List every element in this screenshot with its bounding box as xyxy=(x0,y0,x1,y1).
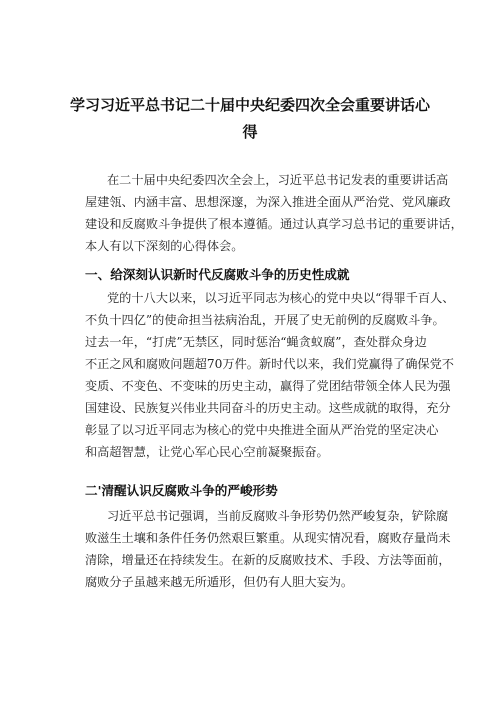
intro-paragraph xyxy=(85,169,463,257)
paragraph-line: 不正之风和腐败问题超70万件。新时代以来，我们党赢得了确保党不 xyxy=(85,357,454,371)
paragraph-line: 建设和反腐败斗争提供了根本遵循。通过认真学习总书记的重要讲话， xyxy=(85,217,463,231)
document-title-line-1: 学习习近平总书记二十届中央纪委四次全会重要讲话心 xyxy=(69,96,430,114)
section-2-paragraph xyxy=(85,505,451,593)
section-1-heading: 一、给深刻认识新时代反腐败斗争的历史性成就 xyxy=(85,267,350,282)
section-1-paragraph xyxy=(85,287,455,463)
paragraph-line: 腐败分子虽越来越无所遁形，但仍有人胆大妄为。 xyxy=(85,575,354,589)
document-title-line-2: 得 xyxy=(242,123,258,141)
paragraph-line: 本人有以下深刻的心得体会。 xyxy=(85,239,244,253)
paragraph-line: 习近平总书记强调，当前反腐败斗争形势仍然严峻复杂，铲除腐 xyxy=(107,509,449,523)
paragraph-line: 党的十八大以来，以习近平同志为核心的党中央以“得罪千百人、 xyxy=(107,291,455,305)
paragraph-line: 败滋生土壤和条件任务仍然艰巨繁重。从现实情况看，腐败存量尚未 xyxy=(85,531,451,545)
paragraph-line: 彰显了以习近平同志为核心的党中央推进全面从严治党的坚定决心 xyxy=(85,423,439,437)
paragraph-line: 和高超智慧，让党心军心民心空前凝聚振奋。 xyxy=(85,445,329,459)
paragraph-line: 不负十四亿”的使命担当祛病治乱，开展了史无前例的反腐败斗争。 xyxy=(85,313,445,327)
paragraph-line: 清除，增量还在持续发生。在新的反腐败技术、手段、方法等面前， xyxy=(85,553,451,567)
paragraph-line: 国建设、民族复兴伟业共同奋斗的历史主动。这些成就的取得，充分 xyxy=(85,401,451,415)
paragraph-line: 过去一年，“打虎”无禁区，同时惩治“蝇贪蚁腐”，查处群众身边 xyxy=(85,335,427,349)
paragraph-line: 变质、不变色、不变味的历史主动，赢得了党团结带领全体人民为强 xyxy=(85,379,451,393)
section-2-heading: 二'清醒认识反腐败斗争的严峻形势 xyxy=(85,483,278,498)
paragraph-line: 在二十届中央纪委四次全会上，习近平总书记发表的重要讲话高 xyxy=(107,173,449,187)
paragraph-line: 屋建瓴、内涵丰富、思想深邃，为深入推进全面从严治党、党风廉政 xyxy=(85,195,451,209)
